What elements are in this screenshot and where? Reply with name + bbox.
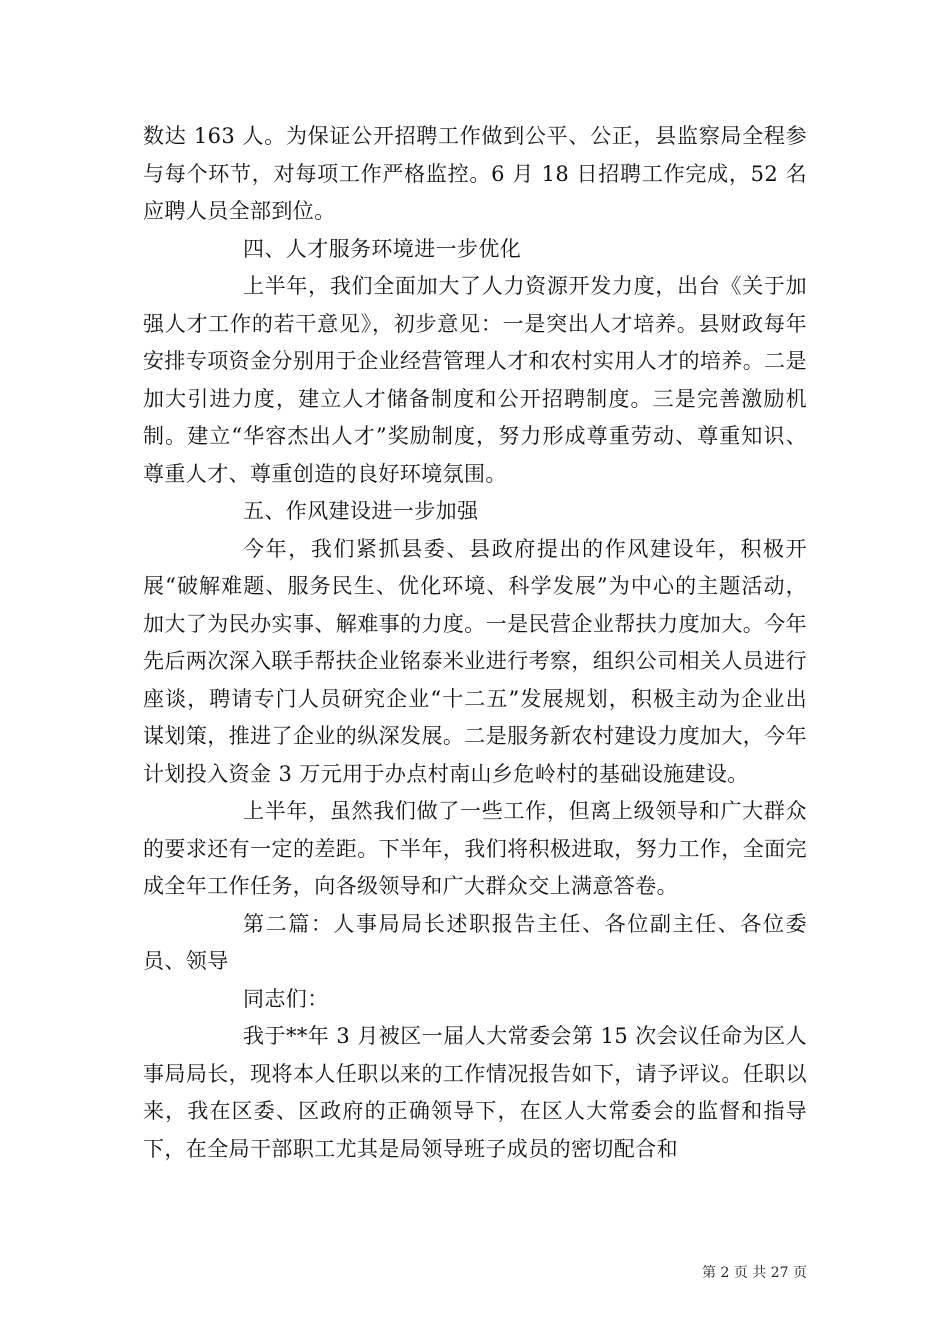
paragraph-continued: 数达 163 人。为保证公开招聘工作做到公平、公正，县监察局全程参与每个环节，对每项工作严格监控。6 月 18 日招聘工作完成，52 名应聘人员全部到位。	[143, 124, 807, 223]
paragraph-report-intro: 我于**年 3 月被区一届人大常委会第 15 次会议任命为区人事局局长，现将本人任职以来的工作情况报告如下，请予评议。任职以来，我在区委、区政府的正确领导下，在区人大常委会的监督和指导下，在全局干部职工尤其是局领导班子成员的密切配合和	[143, 1024, 807, 1161]
page-number: 第 2 页 共 27 页	[702, 1265, 807, 1281]
section-heading-5: 五、作风建设进一步加强	[243, 499, 479, 523]
paragraph-talent: 上半年，我们全面加大了人力资源开发力度，出台《关于加强人才工作的若干意见》，初步意见：一是突出人才培养。县财政每年安排专项资金分别用于企业经营管理人才和农村实用人才的培养。二是加大引进力度，建立人才储备制度和公开招聘制度。三是完善激励机制。建立“华容杰出人才”奖励制度，努力形成尊重劳动、尊重知识、尊重人才、尊重创造的良好环境氛围。	[143, 274, 807, 486]
salutation: 同志们：	[243, 986, 329, 1011]
document-body	[143, 118, 807, 1168]
chapter-title: 第二篇：人事局局长述职报告主任、各位副主任、各位委员、领导	[143, 911, 807, 973]
section-heading-4: 四、人才服务环境进一步优化	[243, 236, 522, 261]
paragraph-work-style: 今年，我们紧抓县委、县政府提出的作风建设年，积极开展“破解难题、服务民生、优化环境、科学发展”为中心的主题活动，加大了为民办实事、解难事的力度。一是民营企业帮扶力度加大。今年先后两次深入联手帮扶企业铭泰米业进行考察，组织公司相关人员进行座谈，聘请专门人员研究企业“十二五”发展规划，积极主动为企业出谋划策，推进了企业的纵深发展。二是服务新农村建设力度加大，今年计划投入资金 3 万元用于办点村南山乡危岭村的基础设施建设。	[143, 536, 807, 786]
paragraph-summary: 上半年，虽然我们做了一些工作，但离上级领导和广大群众的要求还有一定的差距。下半年，我们将积极进取，努力工作，全面完成全年工作任务，向各级领导和广大群众交上满意答卷。	[143, 799, 807, 898]
